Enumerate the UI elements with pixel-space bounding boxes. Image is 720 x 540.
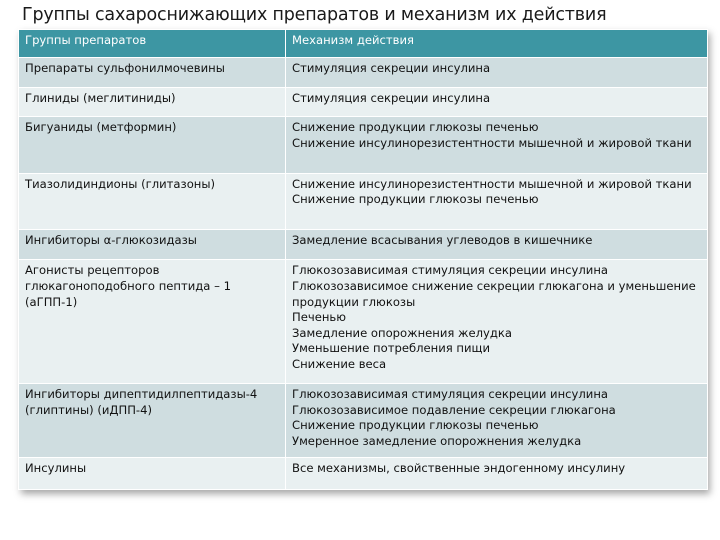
cell-mechanism: Снижение инсулинорезистентности мышечной и жировой ткани Снижение продукции глюкозы печенью bbox=[286, 173, 708, 229]
cell-mechanism: Стимуляция секреции инсулина bbox=[286, 88, 708, 117]
drug-table bbox=[18, 29, 708, 490]
cell-group: Тиазолидиндионы (глитазоны) bbox=[19, 173, 286, 229]
header-mechanism: Механизм действия bbox=[286, 30, 708, 58]
table-row bbox=[19, 384, 708, 458]
cell-mechanism: Глюкозозависимая стимуляция секреции инсулина Глюкозозависимое подавление секреции глюкагона Снижение продукции глюкозы печенью Умеренное замедление опорожнения желудка bbox=[286, 384, 708, 458]
cell-mechanism: Снижение продукции глюкозы печенью Снижение инсулинорезистентности мышечной и жировой ткани bbox=[286, 117, 708, 173]
cell-mechanism: Замедление всасывания углеводов в кишечнике bbox=[286, 230, 708, 260]
table-row bbox=[19, 457, 708, 489]
table-row bbox=[19, 173, 708, 229]
cell-mechanism: Глюкозозависимая стимуляция секреции инсулина Глюкозозависимое снижение секреции глюкагона и уменьшение продукции глюкозы Печенью Замедление опорожнения желудка Уменьшение потребления пищи Снижение веса bbox=[286, 260, 708, 384]
table-row bbox=[19, 88, 708, 117]
cell-mechanism: Все механизмы, свойственные эндогенному инсулину bbox=[286, 457, 708, 489]
cell-group: Ингибиторы дипептидилпептидазы-4 (глиптины) (иДПП-4) bbox=[19, 384, 286, 458]
cell-group: Препараты сульфонилмочевины bbox=[19, 58, 286, 88]
cell-group: Бигуаниды (метформин) bbox=[19, 117, 286, 173]
table-row bbox=[19, 58, 708, 88]
cell-group: Инсулины bbox=[19, 457, 286, 489]
header-groups: Группы препаратов bbox=[19, 30, 286, 58]
cell-group: Глиниды (меглитиниды) bbox=[19, 88, 286, 117]
table-row bbox=[19, 117, 708, 173]
cell-group: Ингибиторы α-глюкозидазы bbox=[19, 230, 286, 260]
slide-title: Группы сахароснижающих препаратов и механизм их действия bbox=[22, 5, 607, 25]
table-row bbox=[19, 260, 708, 384]
table-row bbox=[19, 230, 708, 260]
table-header-row bbox=[19, 30, 708, 58]
cell-group: Агонисты рецепторов глюкагоноподобного пептида – 1 (аГПП-1) bbox=[19, 260, 286, 384]
drug-table-frame bbox=[18, 29, 707, 490]
cell-mechanism: Стимуляция секреции инсулина bbox=[286, 58, 708, 88]
